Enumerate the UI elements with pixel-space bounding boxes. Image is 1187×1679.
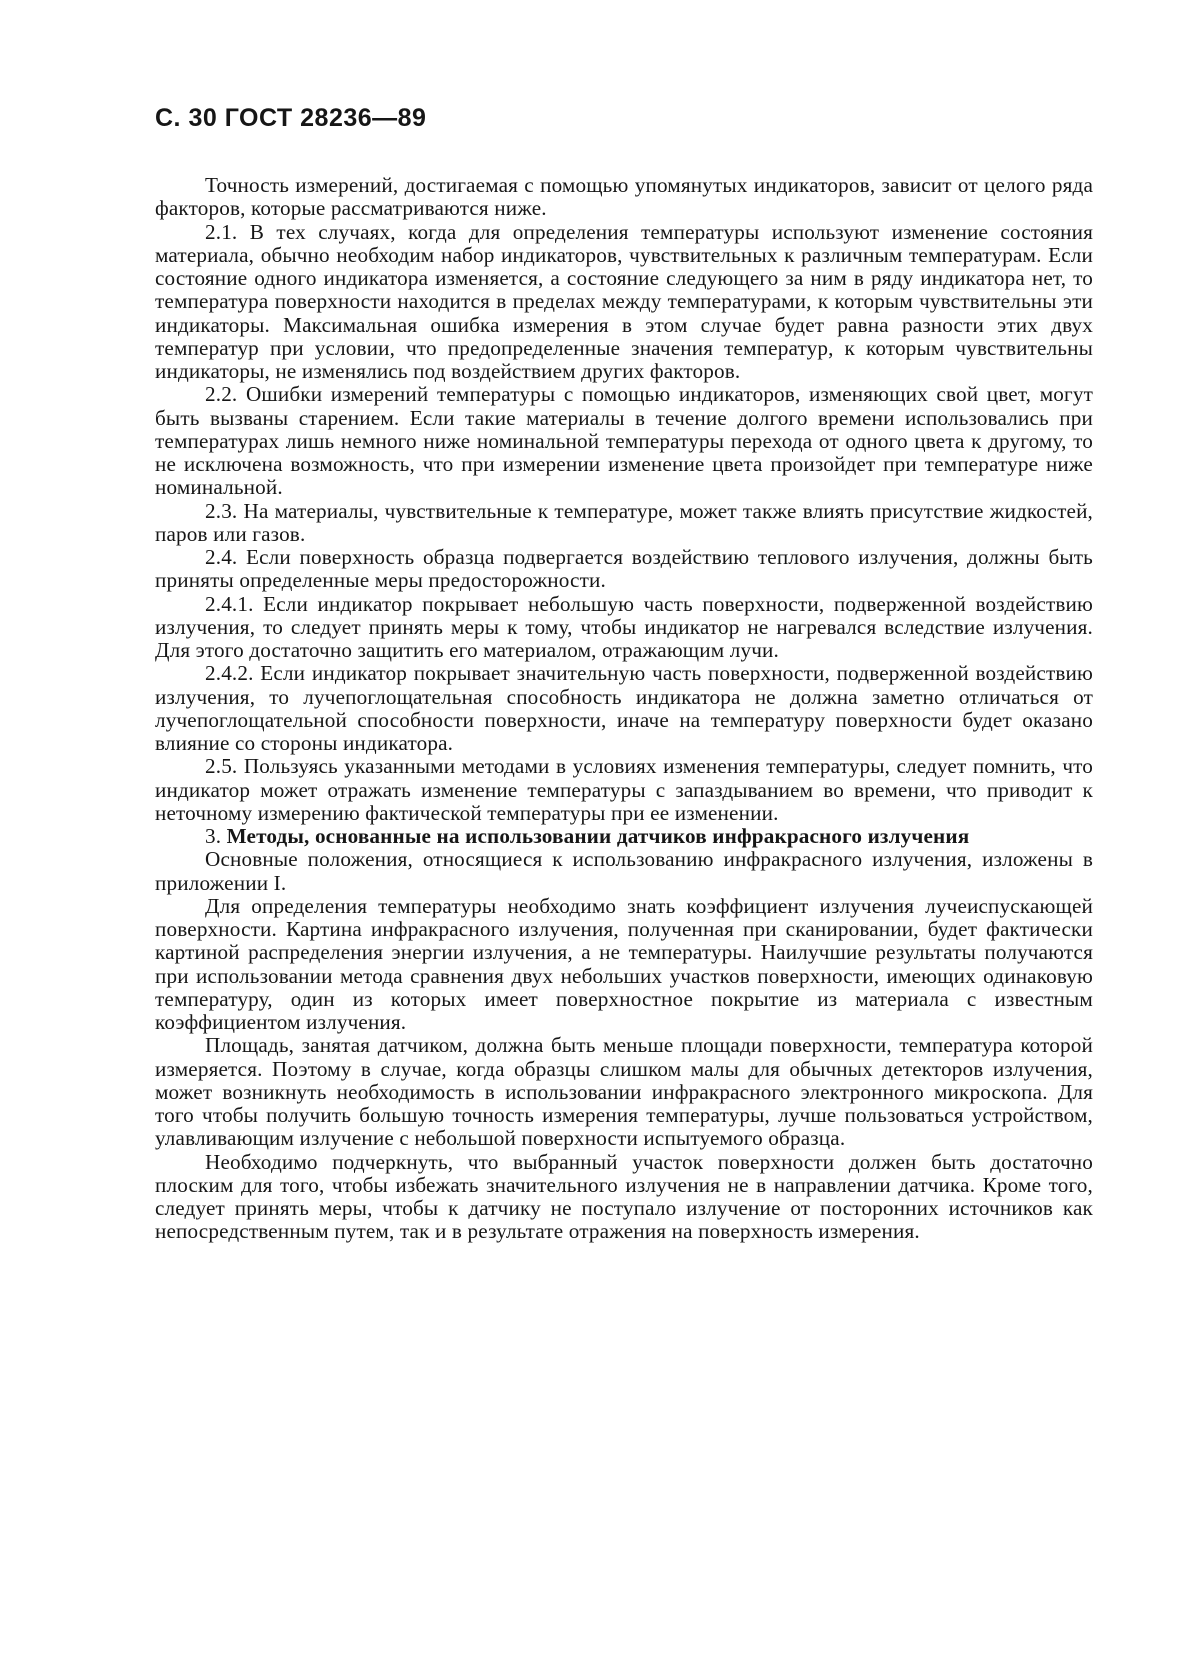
page-header: С. 30 ГОСТ 28236—89	[155, 104, 427, 132]
paragraph-3-basics: Основные положения, относящиеся к использованию инфракрасного излучения, изложены в приложении I.	[155, 847, 1093, 895]
paragraph-2-1: 2.1. В тех случаях, когда для определения температуры используют изменение состояния материала, обычно необходим набор индикаторов, чувствительных к различным температурам. Если состояние одного индикатора изменяется, а состояние следующего за ним в ряду индикатора нет, то температура поверхности находится в пределах между температурами, к которым чувствительны эти индикаторы. Максимальная ошибка измерения в этом случае будет равна разности этих двух температур при условии, что предопределенные значения температур, к которым чувствительны индикаторы, не изменялись под воздействием других факторов.	[155, 219, 1093, 383]
paragraph-intro: Точность измерений, достигаемая с помощью упомянутых индикаторов, зависит от целого ряда факторов, которые рассматриваются ниже.	[155, 173, 1093, 221]
paragraph-3-surface-flatness: Необходимо подчеркнуть, что выбранный участок поверхности должен быть достаточно плоским для того, чтобы избежать значительного излучения не в направлении датчика. Кроме того, следует принять меры, чтобы к датчику не поступало излучение от посторонних источников как непосредственным путем, так и в результате отражения на поверхность измерения.	[155, 1149, 1093, 1244]
section-3-heading	[155, 825, 1093, 848]
paragraph-2-2: 2.2. Ошибки измерений температуры с помощью индикаторов, изменяющих свой цвет, могут быть вызваны старением. Если такие материалы в течение долгого времени использовались при температурах лишь немного ниже номинальной температуры перехода от одного цвета к другому, то не исключена возможность, что при измерении изменение цвета произойдет при температуре ниже номинальной.	[155, 382, 1093, 500]
document-body	[155, 174, 1093, 1244]
section-3-number: 3.	[205, 824, 222, 848]
paragraph-3-sensor-area: Площадь, занятая датчиком, должна быть меньше площади поверхности, температура которой измеряется. Поэтому в случае, когда образцы слишком малы для обычных детекторов излучения, может возникнуть необходимость в использовании инфракрасного электронного микроскопа. Для того чтобы получить большую точность измерения температуры, лучше пользоваться устройством, улавливающим излучение с небольшой поверхности испытуемого образца.	[155, 1033, 1093, 1151]
paragraph-3-emissivity: Для определения температуры необходимо знать коэффициент излучения лучеиспускающей поверхности. Картина инфракрасного излучения, полученная при сканировании, будет фактически картиной распределения энергии излучения, а не температуры. Наилучшие результаты получаются при использовании метода сравнения двух небольших участков поверхности, имеющих одинаковую температуру, один из которых имеет поверхностное покрытие из материала с известным коэффициентом излучения.	[155, 893, 1093, 1034]
paragraph-2-3: 2.3. На материалы, чувствительные к температуре, может также влиять присутствие жидкостей, паров или газов.	[155, 498, 1093, 546]
paragraph-2-5: 2.5. Пользуясь указанными методами в условиях изменения температуры, следует помнить, что индикатор может отражать изменение температуры с запаздыванием во времени, что приводит к неточному измерению фактической температуры при ее изменении.	[155, 754, 1093, 825]
paragraph-2-4-2: 2.4.2. Если индикатор покрывает значительную часть поверхности, подверженной воздействию излучения, то лучепоглощательная способность индикатора не должна заметно отличаться от лучепоглощательной способности поверхности, иначе на температуру поверхности будет оказано влияние со стороны индикатора.	[155, 661, 1093, 755]
paragraph-2-4: 2.4. Если поверхность образца подвергается воздействию теплового излучения, должны быть приняты определенные меры предосторожности.	[155, 545, 1093, 593]
section-3-title: Методы, основанные на использовании датчиков инфракрасного излучения	[226, 824, 970, 848]
paragraph-2-4-1: 2.4.1. Если индикатор покрывает небольшую часть поверхности, подверженной воздействию излучения, то следует принять меры к тому, чтобы индикатор не нагревался вследствие излучения. Для этого достаточно защитить его материалом, отражающим лучи.	[155, 591, 1093, 662]
